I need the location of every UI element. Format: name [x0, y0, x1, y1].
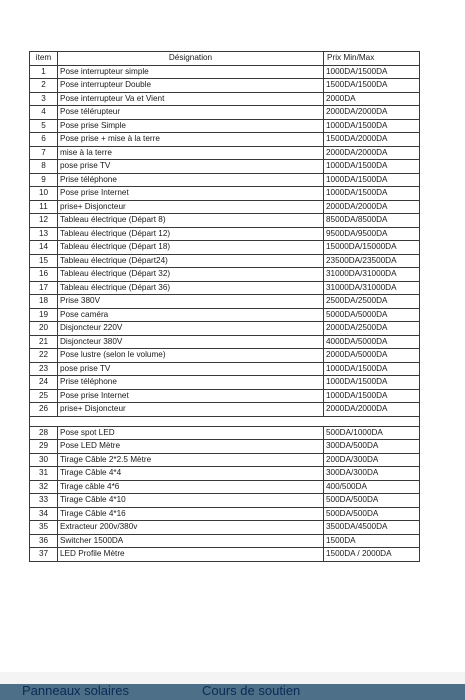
- table-row: [30, 548, 420, 562]
- price-cell: 1500DA / 2000DA: [324, 548, 420, 562]
- item-number-cell: 31: [30, 467, 58, 481]
- designation-cell: prise+ Disjoncteur: [58, 403, 324, 417]
- table-row: [30, 227, 420, 241]
- price-cell: 300DA/300DA: [324, 467, 420, 481]
- designation-cell: Tirage Câble 4*10: [58, 494, 324, 508]
- designation-cell: Disjoncteur 220V: [58, 322, 324, 336]
- item-number-cell: 22: [30, 349, 58, 363]
- price-cell: 500DA/500DA: [324, 507, 420, 521]
- designation-cell: Tirage Câble 2*2.5 Mètre: [58, 453, 324, 467]
- table-row: [30, 335, 420, 349]
- designation-cell: Tableau électrique (Départ 36): [58, 281, 324, 295]
- item-number-cell: 7: [30, 146, 58, 160]
- item-number-cell: 15: [30, 254, 58, 268]
- item-number-cell: 6: [30, 133, 58, 147]
- designation-cell: Tirage câble 4*6: [58, 480, 324, 494]
- price-cell: 1000DA/1500DA: [324, 65, 420, 79]
- table-row: [30, 440, 420, 454]
- item-number-cell: 35: [30, 521, 58, 535]
- designation-cell: Pose interrupteur Va et Vient: [58, 92, 324, 106]
- designation-cell: Pose spot LED: [58, 426, 324, 440]
- price-cell: 1000DA/1500DA: [324, 160, 420, 174]
- item-number-cell: 1: [30, 65, 58, 79]
- item-number-cell: 3: [30, 92, 58, 106]
- price-cell: 400/500DA: [324, 480, 420, 494]
- item-number-cell: 29: [30, 440, 58, 454]
- price-cell: 2000DA/2000DA: [324, 200, 420, 214]
- price-cell: 4000DA/5000DA: [324, 335, 420, 349]
- price-cell: 2000DA/5000DA: [324, 349, 420, 363]
- item-number-cell: 4: [30, 106, 58, 120]
- table-row: [30, 376, 420, 390]
- table-row: [30, 146, 420, 160]
- table-row: [30, 362, 420, 376]
- table-row: [30, 521, 420, 535]
- price-cell: 1000DA/1500DA: [324, 187, 420, 201]
- table-row: [30, 281, 420, 295]
- designation-cell: Tableau électrique (Départ 8): [58, 214, 324, 228]
- designation-cell: Pose télérupteur: [58, 106, 324, 120]
- table-row: [30, 79, 420, 93]
- item-number-cell: 21: [30, 335, 58, 349]
- price-cell: 5000DA/5000DA: [324, 308, 420, 322]
- designation-cell: Pose prise Simple: [58, 119, 324, 133]
- item-number-cell: 13: [30, 227, 58, 241]
- cours-de-soutien-link[interactable]: Cours de soutien: [202, 684, 301, 698]
- table-row: [30, 254, 420, 268]
- designation-cell: Pose caméra: [58, 308, 324, 322]
- price-cell: 1000DA/1500DA: [324, 362, 420, 376]
- table-row: [30, 119, 420, 133]
- table-row: [30, 467, 420, 481]
- designation-cell: Pose prise Internet: [58, 389, 324, 403]
- designation-cell: Pose interrupteur Double: [58, 79, 324, 93]
- price-cell: 8500DA/8500DA: [324, 214, 420, 228]
- header-designation: Désignation: [58, 52, 324, 66]
- price-cell: 1500DA/1500DA: [324, 79, 420, 93]
- price-cell: 3500DA/4500DA: [324, 521, 420, 535]
- item-number-cell: 11: [30, 200, 58, 214]
- price-cell: 2500DA/2500DA: [324, 295, 420, 309]
- item-number-cell: 17: [30, 281, 58, 295]
- item-number-cell: 32: [30, 480, 58, 494]
- designation-cell: Tirage Câble 4*16: [58, 507, 324, 521]
- price-cell: 1500DA/2000DA: [324, 133, 420, 147]
- price-cell: 2000DA/2000DA: [324, 146, 420, 160]
- designation-cell: Tableau électrique (Départ 18): [58, 241, 324, 255]
- spacer-cell: [30, 416, 420, 426]
- price-cell: 500DA/500DA: [324, 494, 420, 508]
- price-cell: 1500DA: [324, 534, 420, 548]
- panneaux-solaires-link[interactable]: Panneaux solaires: [22, 684, 129, 698]
- table-row: [30, 268, 420, 282]
- table-row: [30, 389, 420, 403]
- table-row: [30, 453, 420, 467]
- item-number-cell: 9: [30, 173, 58, 187]
- table-row: [30, 426, 420, 440]
- price-cell: 300DA/500DA: [324, 440, 420, 454]
- price-cell: 1000DA/1500DA: [324, 389, 420, 403]
- table-row: [30, 241, 420, 255]
- price-cell: 2000DA: [324, 92, 420, 106]
- designation-cell: Tirage Câble 4*4: [58, 467, 324, 481]
- designation-cell: pose prise TV: [58, 160, 324, 174]
- item-number-cell: 26: [30, 403, 58, 417]
- table-row: [30, 65, 420, 79]
- header-prix: Prix Min/Max: [324, 52, 420, 66]
- item-number-cell: 18: [30, 295, 58, 309]
- price-cell: 9500DA/9500DA: [324, 227, 420, 241]
- designation-cell: prise+ Disjoncteur: [58, 200, 324, 214]
- table-row: [30, 480, 420, 494]
- price-cell: 1000DA/1500DA: [324, 119, 420, 133]
- table-row: [30, 507, 420, 521]
- price-cell: 1000DA/1500DA: [324, 173, 420, 187]
- designation-cell: pose prise TV: [58, 362, 324, 376]
- designation-cell: Pose prise + mise à la terre: [58, 133, 324, 147]
- table-row: [30, 403, 420, 417]
- item-number-cell: 5: [30, 119, 58, 133]
- designation-cell: Disjoncteur 380V: [58, 335, 324, 349]
- item-number-cell: 30: [30, 453, 58, 467]
- item-number-cell: 36: [30, 534, 58, 548]
- item-number-cell: 14: [30, 241, 58, 255]
- table-row: [30, 160, 420, 174]
- price-cell: 200DA/300DA: [324, 453, 420, 467]
- table-row: [30, 322, 420, 336]
- header-item: item: [30, 52, 58, 66]
- table-row: [30, 295, 420, 309]
- price-cell: 23500DA/23500DA: [324, 254, 420, 268]
- item-number-cell: 2: [30, 79, 58, 93]
- item-number-cell: 16: [30, 268, 58, 282]
- table-row: [30, 308, 420, 322]
- price-cell: 2000DA/2000DA: [324, 403, 420, 417]
- table-row: [30, 349, 420, 363]
- designation-cell: mise à la terre: [58, 146, 324, 160]
- designation-cell: Prise téléphone: [58, 376, 324, 390]
- designation-cell: Tableau électrique (Départ 12): [58, 227, 324, 241]
- table-row: [30, 173, 420, 187]
- designation-cell: Tableau électrique (Départ24): [58, 254, 324, 268]
- price-cell: 500DA/1000DA: [324, 426, 420, 440]
- price-cell: 31000DA/31000DA: [324, 268, 420, 282]
- item-number-cell: 8: [30, 160, 58, 174]
- price-cell: 15000DA/15000DA: [324, 241, 420, 255]
- designation-cell: Pose prise Internet: [58, 187, 324, 201]
- bottom-link-bar: [0, 684, 465, 700]
- item-number-cell: 33: [30, 494, 58, 508]
- table-body: [30, 65, 420, 561]
- table-row: [30, 214, 420, 228]
- item-number-cell: 23: [30, 362, 58, 376]
- price-table: [29, 51, 420, 562]
- designation-cell: Switcher 1500DA: [58, 534, 324, 548]
- price-cell: 1000DA/1500DA: [324, 376, 420, 390]
- designation-cell: Pose LED Mètre: [58, 440, 324, 454]
- item-number-cell: 10: [30, 187, 58, 201]
- price-cell: 2000DA/2000DA: [324, 106, 420, 120]
- item-number-cell: 25: [30, 389, 58, 403]
- price-cell: 31000DA/31000DA: [324, 281, 420, 295]
- designation-cell: Extracteur 200v/380v: [58, 521, 324, 535]
- item-number-cell: 28: [30, 426, 58, 440]
- table-row: [30, 187, 420, 201]
- designation-cell: Prise téléphone: [58, 173, 324, 187]
- item-number-cell: 20: [30, 322, 58, 336]
- item-number-cell: 24: [30, 376, 58, 390]
- table-row: [30, 106, 420, 120]
- table-spacer-row: [30, 416, 420, 426]
- table-header-row: [30, 52, 420, 66]
- table-row: [30, 92, 420, 106]
- table-row: [30, 534, 420, 548]
- item-number-cell: 37: [30, 548, 58, 562]
- price-cell: 2000DA/2500DA: [324, 322, 420, 336]
- item-number-cell: 12: [30, 214, 58, 228]
- table-row: [30, 200, 420, 214]
- item-number-cell: 34: [30, 507, 58, 521]
- designation-cell: LED Profile Mètre: [58, 548, 324, 562]
- table-row: [30, 494, 420, 508]
- designation-cell: Prise 380V: [58, 295, 324, 309]
- designation-cell: Pose interrupteur simple: [58, 65, 324, 79]
- table-row: [30, 133, 420, 147]
- designation-cell: Tableau électrique (Départ 32): [58, 268, 324, 282]
- designation-cell: Pose lustre (selon le volume): [58, 349, 324, 363]
- item-number-cell: 19: [30, 308, 58, 322]
